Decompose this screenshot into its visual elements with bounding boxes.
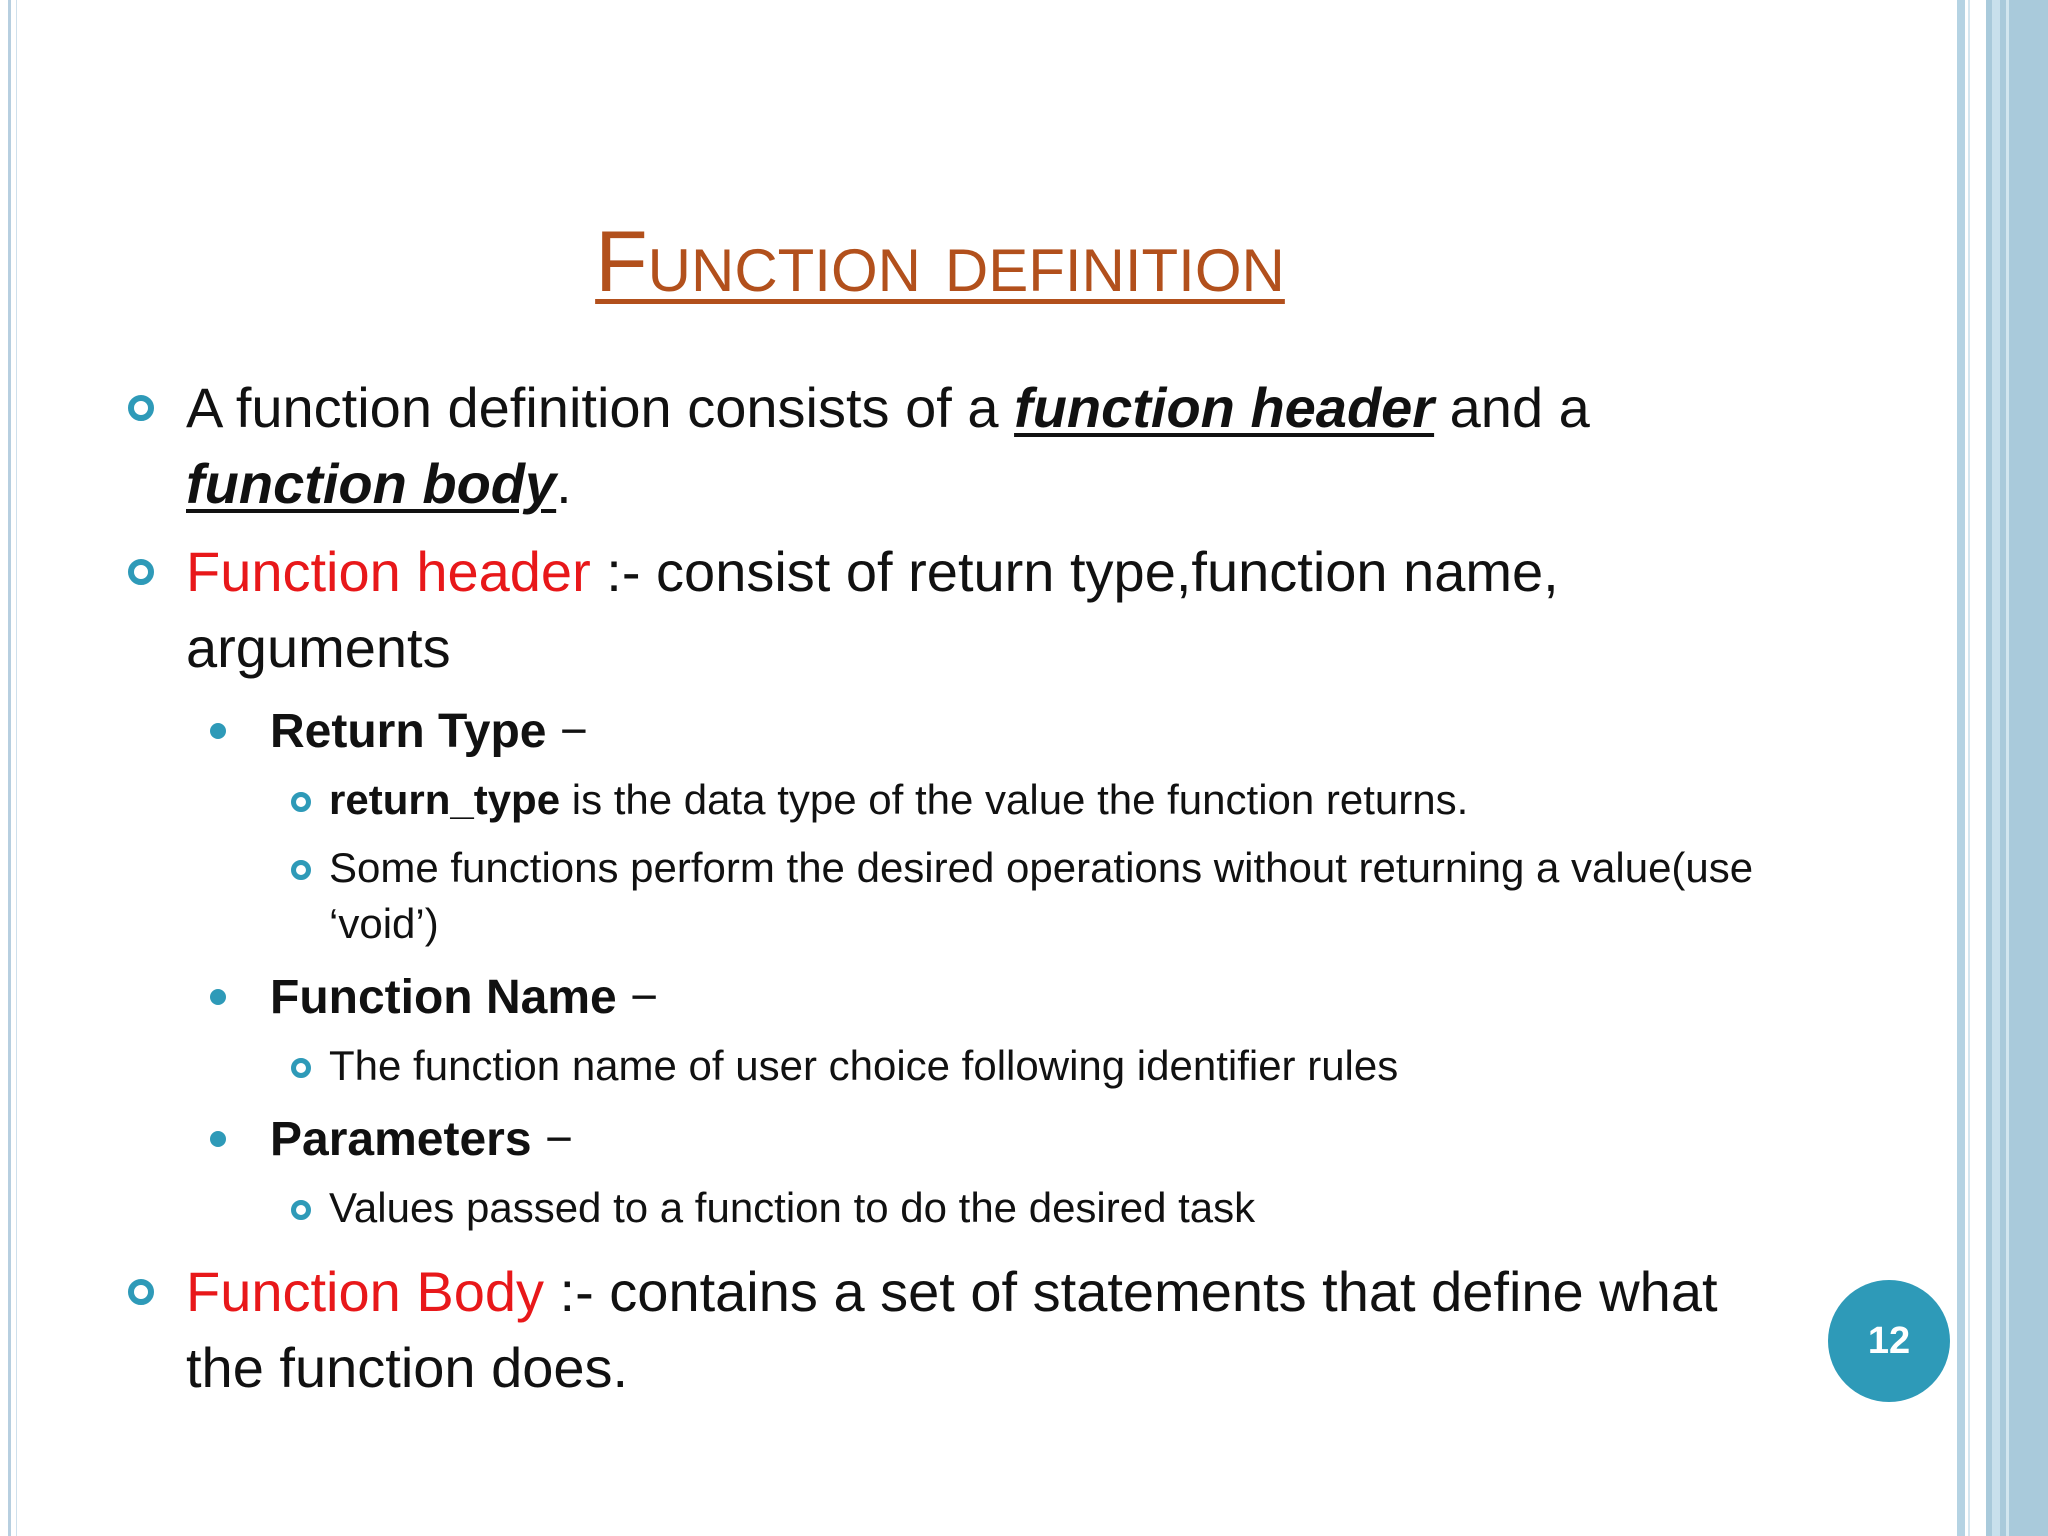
item-return-type-1 <box>120 772 1770 828</box>
sub-bullet-parameters <box>120 1106 1770 1174</box>
function-body-text: :- contains a set of statements that define what the function does. <box>186 1260 1718 1399</box>
function-name-desc: The function name of user choice following identifier rules <box>329 1042 1399 1089</box>
bullet-definition <box>120 370 1770 522</box>
void-desc: Some functions perform the desired operations without returning a value(use ‘void’) <box>329 844 1754 947</box>
small-ring-bullet-icon <box>291 1058 311 1078</box>
return-type-dash: − <box>546 705 588 758</box>
bullet-function-header <box>120 534 1770 686</box>
function-name-heading: Function Name <box>270 971 617 1024</box>
frame-stripe-right <box>1992 0 2000 1536</box>
function-body-label: Function Body <box>186 1260 544 1323</box>
page-number: 12 <box>1867 1319 1911 1362</box>
ring-bullet-icon <box>128 1279 154 1305</box>
small-ring-bullet-icon <box>291 792 311 812</box>
sub-bullet-function-name <box>120 964 1770 1032</box>
slide-title-text: Function definition <box>595 214 1285 310</box>
parameters-heading: Parameters <box>270 1113 532 1166</box>
frame-stripe-right-thin <box>2006 0 2009 1536</box>
bullet-function-body <box>120 1254 1770 1406</box>
function-header-term: function header <box>1014 376 1435 439</box>
frame-line-right-thin <box>1968 0 1970 1536</box>
slide-content <box>120 370 1770 1418</box>
function-body-term: function body <box>186 452 557 515</box>
return-type-desc: is the data type of the value the function returns. <box>560 776 1469 823</box>
sub-bullet-return-type <box>120 698 1770 766</box>
parameters-desc: Values passed to a function to do the desired task <box>329 1184 1256 1231</box>
definition-text-2: and a <box>1434 376 1590 439</box>
return-type-heading: Return Type <box>270 705 547 758</box>
ring-bullet-icon <box>128 559 154 585</box>
dot-bullet-icon <box>210 1131 226 1147</box>
dot-bullet-icon <box>210 989 226 1005</box>
parameters-dash: − <box>531 1113 573 1166</box>
frame-line-right <box>1957 0 1965 1536</box>
item-return-type-2 <box>120 840 1770 952</box>
item-parameters-1 <box>120 1180 1770 1236</box>
function-header-text: :- consist of return type,function name, arguments <box>186 540 1559 679</box>
slide-title <box>0 212 1880 312</box>
dot-bullet-icon <box>210 723 226 739</box>
page-number-badge <box>1828 1280 1950 1402</box>
ring-bullet-icon <box>128 395 154 421</box>
item-function-name-1 <box>120 1038 1770 1094</box>
return-type-keyword: return_type <box>329 776 561 823</box>
function-header-label: Function header <box>186 540 591 603</box>
small-ring-bullet-icon <box>291 1200 311 1220</box>
definition-text-1: A function definition consists of a <box>186 376 1015 439</box>
function-name-dash: − <box>616 971 659 1024</box>
small-ring-bullet-icon <box>291 860 311 880</box>
definition-text-3: . <box>556 452 572 515</box>
